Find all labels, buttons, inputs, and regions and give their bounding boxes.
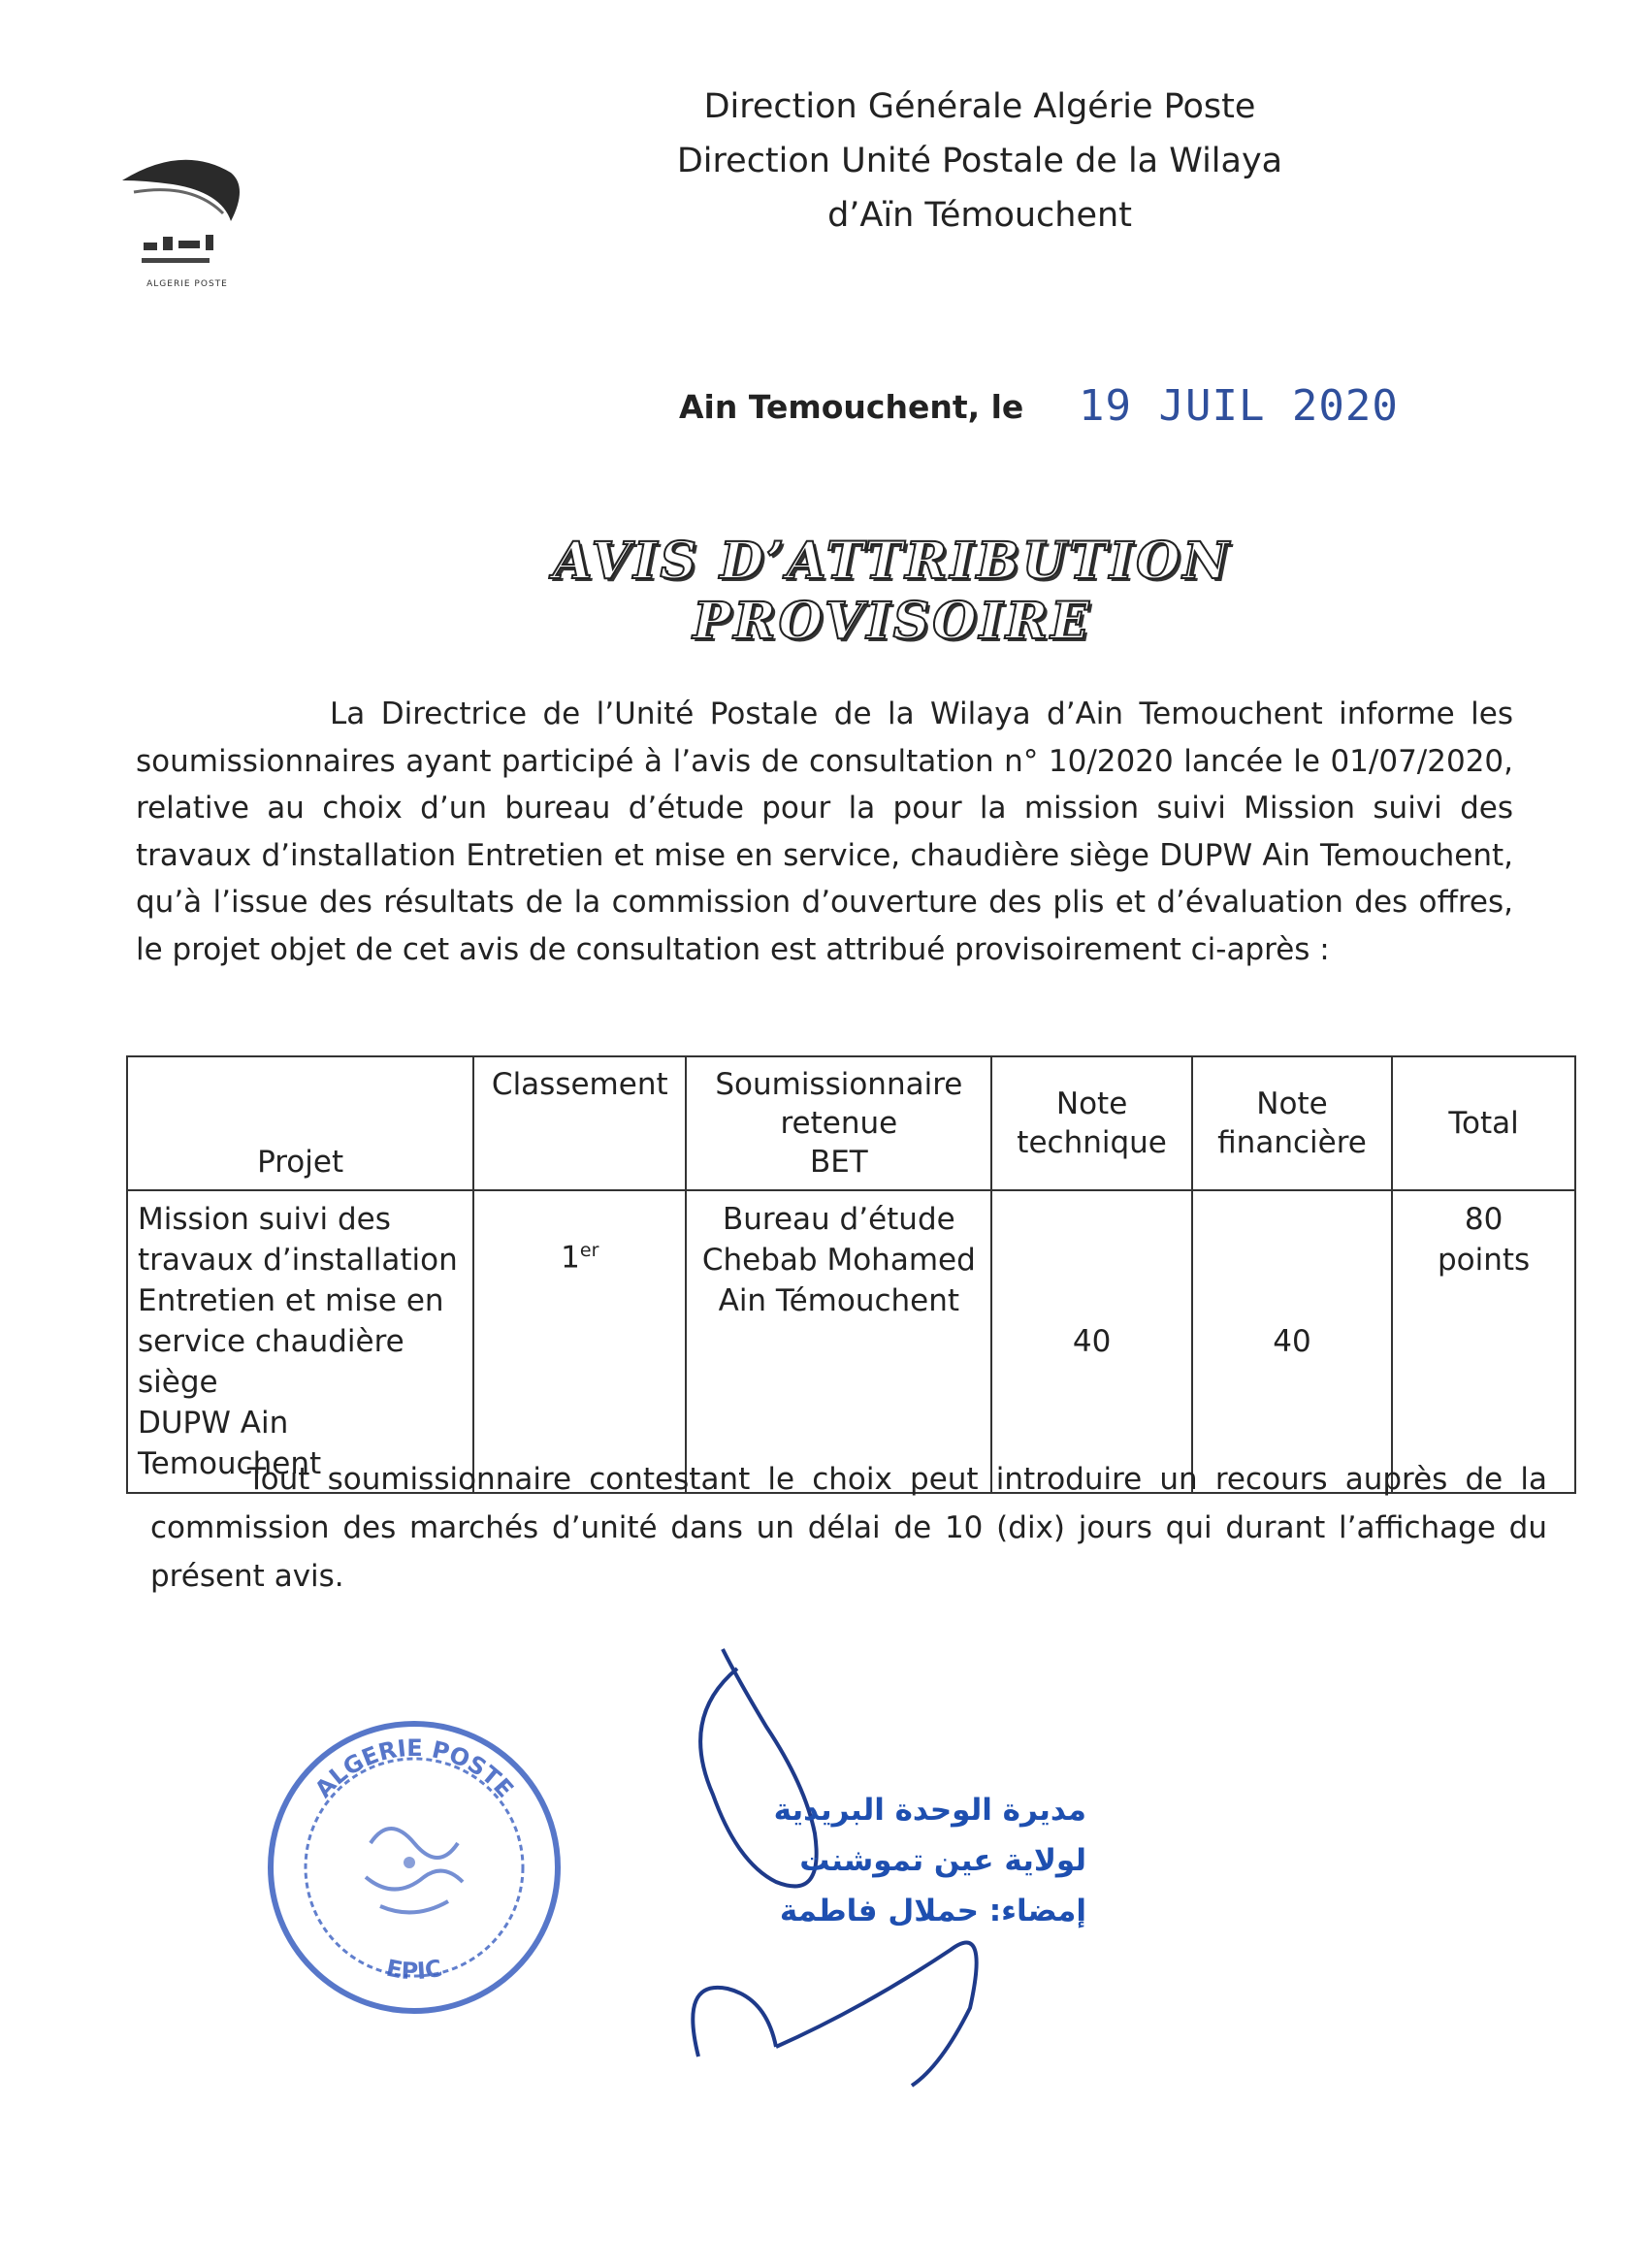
header-line-1: Direction Générale Algérie Poste <box>703 87 1256 126</box>
title-line-1: AVIS D’ATTRIBUTION <box>553 532 1232 591</box>
col-projet: Projet <box>127 1056 473 1190</box>
table-row <box>127 1190 1575 1493</box>
letterhead <box>582 80 1377 243</box>
svg-text:EPIC: EPIC <box>383 1954 445 1986</box>
col-classement: Classement <box>473 1056 686 1190</box>
intro-paragraph: La Directrice de l’Unité Postale de la Wilaya d’Ain Temouchent informe les soumissionnaires ayant participé à l’avis de consultation n° 10/2020 lancée le 01/07/2020, relative au choix d’un bureau d’étude pour la pour la mission suivi Mission suivi des travaux d’installation Entretien et mise en service, chaudière siège DUPW Ain Temouchent, qu’à l’issue des résultats de la commission d’ouverture des plis et d’évaluation des offres, le projet objet de cet avis de consultation est attribué provisoirement ci-après : <box>136 697 1513 967</box>
attribution-table <box>126 1055 1576 1494</box>
signature-line-3: إمضاء: حملال فاطمة <box>779 1894 1086 1928</box>
document-title <box>427 532 1358 652</box>
cell-note-technique: 40 <box>991 1190 1191 1493</box>
header-line-3: d’Aïn Témouchent <box>827 196 1132 235</box>
cell-total: 80 points <box>1392 1190 1575 1493</box>
cell-classement: 1er <box>473 1190 686 1493</box>
cell-bet: Bureau d’étude Chebab Mohamed Ain Témouchent <box>686 1190 991 1493</box>
official-round-stamp-icon <box>264 1717 565 2018</box>
date-prefix: Ain Temouchent, le <box>679 388 1024 426</box>
cell-projet: Mission suivi des travaux d’installation Entretien et mise en service chaudière siège DUPW Ain Temouchent <box>127 1190 473 1493</box>
closing-paragraph: Tout soumissionnaire contestant le choix peut introduire un recours auprès de la commission des marchés d’unité dans un délai de 10 (dix) jours qui durant l’affichage du présent avis. <box>150 1462 1547 1594</box>
signature-line-2: لولاية عين تموشنت <box>799 1843 1086 1878</box>
col-soumissionnaire: Soumissionnaire retenue BET <box>686 1056 991 1190</box>
signature-block <box>660 1785 1086 1936</box>
table-header-row <box>127 1056 1575 1190</box>
header-line-2: Direction Unité Postale de la Wilaya <box>676 142 1283 180</box>
title-line-2: PROVISOIRE <box>693 592 1092 651</box>
logo-caption: ALGERIE POSTE <box>146 279 228 289</box>
cell-note-financiere: 40 <box>1192 1190 1392 1493</box>
col-note-financiere: Note financière <box>1192 1056 1392 1190</box>
col-note-technique: Note technique <box>991 1056 1191 1190</box>
svg-text:ALGERIE POSTE: ALGERIE POSTE <box>309 1733 519 1803</box>
date-stamp: 19 JUIL 2020 <box>1079 381 1399 431</box>
signature-line-1: مديرة الوحدة البريدية <box>773 1793 1086 1828</box>
col-total: Total <box>1392 1056 1575 1190</box>
algerie-poste-logo-icon <box>114 153 250 299</box>
